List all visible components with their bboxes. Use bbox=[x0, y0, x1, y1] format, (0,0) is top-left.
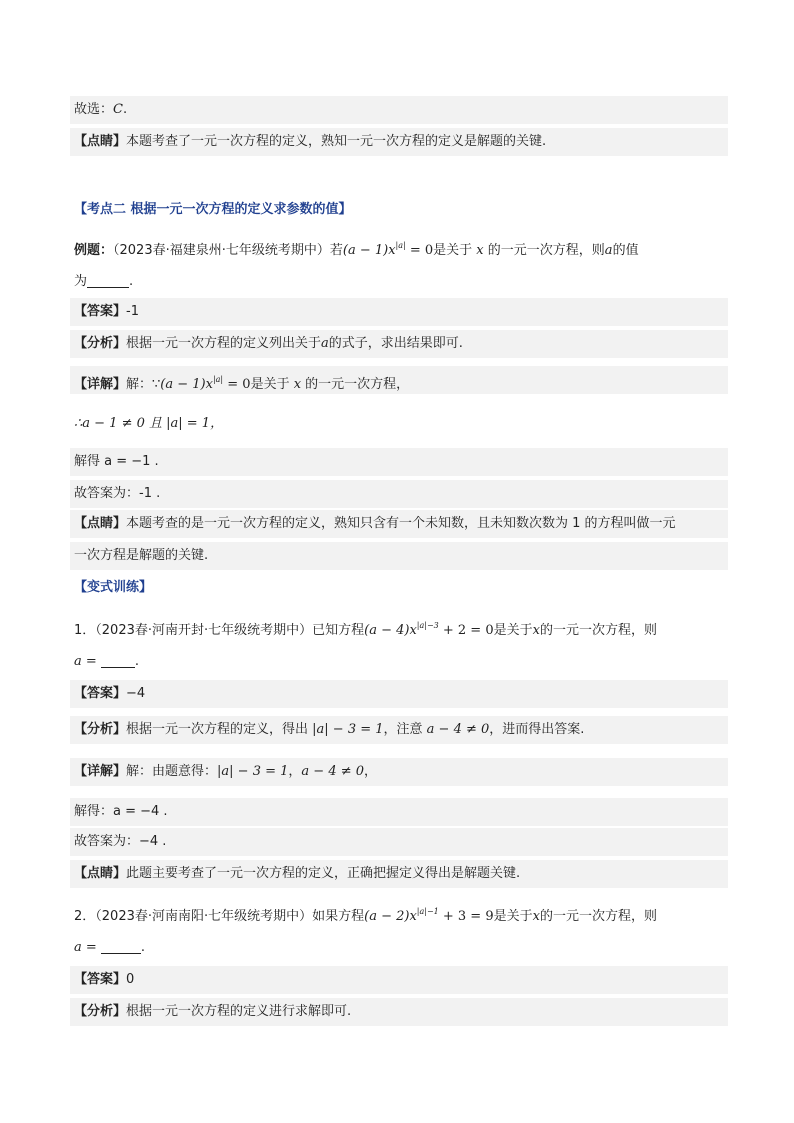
detail-equation-2: a − 4 ≠ 0 bbox=[301, 764, 365, 779]
q1-text-end: 的一元一次方程，则 bbox=[539, 623, 657, 638]
review-tag: 【点睛】 bbox=[74, 134, 127, 149]
detail-text-a: 解：∵ bbox=[126, 377, 161, 392]
detail-tag: 【详解】 bbox=[74, 764, 127, 779]
q1-review bbox=[70, 860, 728, 888]
detail-text-b: 是关于 bbox=[250, 377, 294, 392]
section-title bbox=[70, 196, 714, 224]
answer-blank[interactable] bbox=[101, 653, 135, 668]
line-end: . bbox=[134, 654, 140, 669]
q2-text-end: 的一元一次方程，则 bbox=[539, 909, 657, 924]
analysis-equation-2: a − 4 ≠ 0 bbox=[426, 722, 490, 737]
q1-answer bbox=[70, 680, 728, 708]
answer-tag: 【答案】 bbox=[74, 686, 127, 701]
review-tag: 【点睛】 bbox=[74, 866, 127, 881]
step1-text: 解得：a = −4 . bbox=[74, 804, 168, 819]
example-exponent: |a| bbox=[395, 241, 406, 250]
step1-text: ∴a − 1 ≠ 0 且 |a| = 1， bbox=[74, 416, 224, 431]
var-a: a bbox=[321, 336, 329, 351]
q1-rhs: + 2 = 0 bbox=[438, 623, 494, 638]
example-equation: (a − 1)x bbox=[342, 243, 396, 258]
review-text-1: 本题考查的是一元一次方程的定义，熟知只含有一个未知数，且未知数次数为 1 的方程叫做一元 bbox=[126, 516, 676, 531]
q1-line2-text: a = bbox=[74, 654, 101, 669]
step2-text: 解得 a = −1 . bbox=[74, 454, 159, 469]
step2-text: 故答案为：−4 . bbox=[74, 834, 167, 849]
example-answer bbox=[70, 298, 728, 326]
example-text-mid: 是关于 bbox=[433, 243, 473, 258]
analysis-tag: 【分析】 bbox=[74, 336, 127, 351]
variant-title bbox=[70, 574, 714, 602]
answer-blank[interactable] bbox=[101, 939, 141, 954]
var-x: x bbox=[476, 243, 484, 258]
q1-question-line2 bbox=[70, 648, 714, 676]
q1-detail bbox=[70, 758, 728, 786]
analysis-text-c: ，进而得出答案. bbox=[489, 722, 585, 737]
q1-exponent: |a|−3 bbox=[416, 621, 439, 630]
q1-text-mid: 是关于 bbox=[493, 623, 533, 638]
var-a: a bbox=[604, 243, 613, 258]
example-text-tail: 的值 bbox=[612, 243, 639, 258]
detail-exponent: |a| bbox=[212, 375, 224, 384]
review-text-2: 一次方程是解题的关键. bbox=[74, 548, 209, 563]
q2-line2-text: a = bbox=[74, 940, 101, 955]
line-end: . bbox=[129, 274, 134, 289]
detail-rhs: = 0 bbox=[223, 377, 251, 392]
answer-value: -1 bbox=[126, 304, 139, 319]
answer-tag: 【答案】 bbox=[74, 304, 127, 319]
example-source: （2023春·福建泉州·七年级统考期中）若 bbox=[113, 243, 343, 258]
example-question bbox=[70, 232, 714, 260]
review-line bbox=[70, 128, 728, 156]
q1-number: 1． bbox=[74, 623, 96, 638]
var-x: x bbox=[532, 623, 540, 638]
q1-question bbox=[70, 612, 714, 640]
review-tag: 【点睛】 bbox=[74, 516, 127, 531]
review-text: 此题主要考查了一元一次方程的定义，正确把握定义得出是解题关键. bbox=[126, 866, 521, 881]
q2-answer bbox=[70, 966, 728, 994]
variant-title-text: 【变式训练】 bbox=[74, 580, 153, 595]
var-x: x bbox=[293, 377, 302, 392]
example-text-end: 的一元一次方程，则 bbox=[487, 243, 605, 258]
analysis-text-b: 的式子，求出结果即可. bbox=[328, 336, 463, 351]
choose-label: 故选： bbox=[74, 102, 114, 117]
choose-value: C bbox=[113, 102, 123, 117]
example-rhs: = 0 bbox=[405, 243, 434, 258]
example-step1 bbox=[70, 410, 714, 438]
example-analysis bbox=[70, 330, 728, 358]
answer-tag: 【答案】 bbox=[74, 972, 127, 987]
q2-source: （2023春·河南南阳·七年级统考期中）如果方程 bbox=[95, 909, 365, 924]
analysis-text-b: ，注意 bbox=[383, 722, 427, 737]
q2-rhs: + 3 = 9 bbox=[438, 909, 494, 924]
detail-text-c: ， bbox=[364, 764, 378, 779]
q1-step2 bbox=[70, 828, 728, 856]
section-title-text: 【考点二 根据一元一次方程的定义求参数的值】 bbox=[74, 202, 352, 217]
analysis-text-a: 根据一元一次方程的定义列出关于 bbox=[126, 336, 322, 351]
answer-value: −4 bbox=[126, 686, 146, 701]
q2-question bbox=[70, 898, 714, 926]
example-step3 bbox=[70, 480, 728, 508]
detail-equation: |a| − 3 = 1 bbox=[217, 764, 289, 779]
detail-text-a: 解：由题意得： bbox=[126, 764, 218, 779]
answer-value: 0 bbox=[126, 972, 135, 987]
q1-analysis bbox=[70, 716, 728, 744]
q2-question-line2 bbox=[70, 934, 714, 962]
detail-text-c: 的一元一次方程， bbox=[301, 377, 410, 392]
example-review1 bbox=[70, 510, 728, 538]
review-text: 本题考查了一元一次方程的定义，熟知一元一次方程的定义是解题的关键. bbox=[126, 134, 547, 149]
example-review2 bbox=[70, 542, 728, 570]
analysis-text: 根据一元一次方程的定义进行求解即可. bbox=[126, 1004, 352, 1019]
analysis-equation: |a| − 3 = 1 bbox=[312, 722, 384, 737]
period: . bbox=[122, 102, 128, 117]
example-label: 例题： bbox=[74, 243, 114, 258]
q1-equation: (a − 4)x bbox=[364, 623, 417, 638]
q1-step1 bbox=[70, 798, 728, 826]
q2-analysis bbox=[70, 998, 728, 1026]
q2-equation: (a − 2)x bbox=[364, 909, 417, 924]
step3-text: 故答案为：-1 . bbox=[74, 486, 161, 501]
analysis-tag: 【分析】 bbox=[74, 1004, 127, 1019]
example-detail bbox=[70, 366, 728, 394]
example-question-line2 bbox=[70, 268, 714, 296]
var-x: x bbox=[532, 909, 540, 924]
choose-line bbox=[70, 96, 728, 124]
detail-tag: 【详解】 bbox=[74, 377, 127, 392]
q1-source: （2023春·河南开封·七年级统考期中）已知方程 bbox=[95, 623, 365, 638]
q2-exponent: |a|−1 bbox=[416, 907, 439, 916]
q2-number: 2． bbox=[74, 909, 96, 924]
detail-text-b: ， bbox=[288, 764, 302, 779]
line-end: . bbox=[140, 940, 146, 955]
detail-equation: (a − 1)x bbox=[160, 377, 213, 392]
analysis-tag: 【分析】 bbox=[74, 722, 127, 737]
example-step2 bbox=[70, 448, 728, 476]
analysis-text-a: 根据一元一次方程的定义，得出 bbox=[126, 722, 313, 737]
q2-text-mid: 是关于 bbox=[493, 909, 533, 924]
example-line2-text: 为 bbox=[74, 274, 88, 289]
answer-blank[interactable] bbox=[87, 273, 129, 288]
